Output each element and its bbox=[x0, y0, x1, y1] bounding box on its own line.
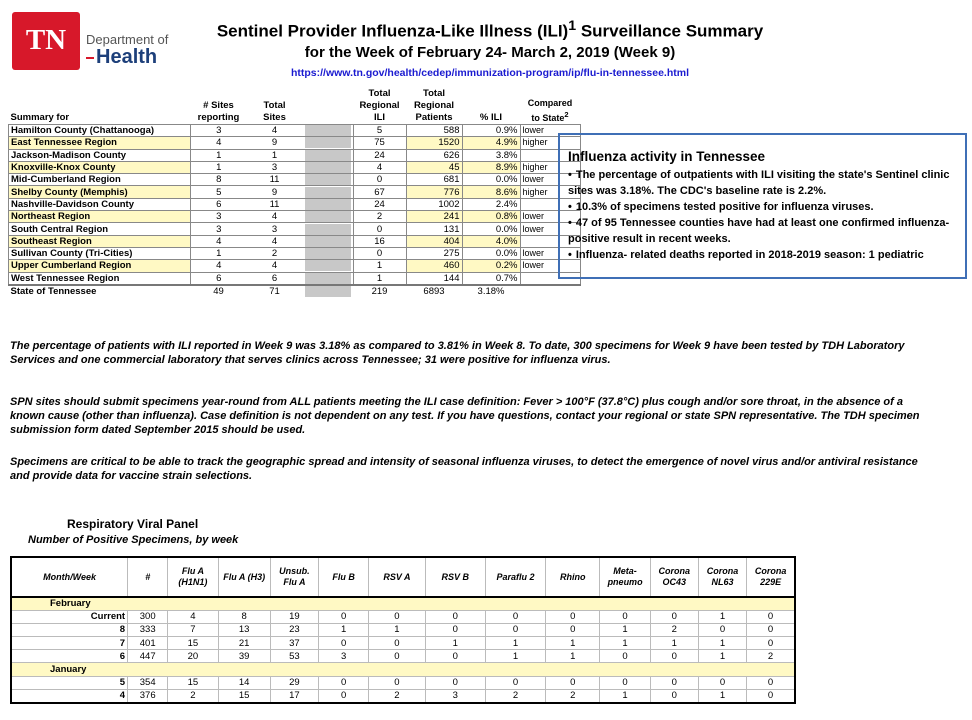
sentinel-row bbox=[9, 260, 581, 272]
row-sites-reporting: 3 bbox=[191, 223, 247, 235]
row-total-sites: 11 bbox=[247, 174, 303, 186]
sentinel-row bbox=[9, 186, 581, 198]
row-virus-count: 21 bbox=[218, 637, 270, 650]
header-corona-229e: Corona 229E bbox=[747, 557, 795, 597]
row-regional-patients: 144 bbox=[406, 272, 462, 285]
row-region-name: West Tennessee Region bbox=[9, 272, 191, 285]
row-sites-reporting: 5 bbox=[191, 186, 247, 198]
row-pct-ili: 0.0% bbox=[462, 223, 520, 235]
month-row bbox=[11, 663, 795, 676]
row-compared-to-state: lower bbox=[520, 223, 580, 235]
row-total-sites: 4 bbox=[247, 125, 303, 137]
info-box-title: Influenza activity in Tennessee bbox=[568, 149, 766, 164]
row-region-name: Sullivan County (Tri-Cities) bbox=[9, 247, 191, 259]
header-regional-ili: Total Regional ILI bbox=[359, 88, 400, 123]
row-virus-count: 23 bbox=[270, 623, 318, 636]
row-shaded-cell bbox=[303, 198, 354, 210]
page-title bbox=[180, 18, 800, 42]
row-sites-reporting: 6 bbox=[191, 272, 247, 285]
row-week: 5 bbox=[11, 676, 128, 689]
row-regional-patients: 588 bbox=[406, 125, 462, 137]
row-virus-count: 0 bbox=[369, 676, 425, 689]
state-shaded-cell bbox=[303, 285, 354, 297]
state-regional-ili: 219 bbox=[353, 285, 406, 297]
row-regional-patients: 1520 bbox=[406, 137, 462, 149]
ili-summary-paragraph: The percentage of patients with ILI reported in Week 9 was 3.18% as compared to 3.81% in Week 8. To date, 300 specimens for Week 9 have been tested by TDH Laboratory Services and one commercial laboratory that serves clinics across Tennessee; 31 were positive for influenza virus. bbox=[10, 340, 905, 366]
row-regional-ili: 0 bbox=[353, 174, 406, 186]
sentinel-row bbox=[9, 125, 581, 137]
row-virus-count: 0 bbox=[485, 676, 545, 689]
row-virus-count: 0 bbox=[319, 676, 369, 689]
row-virus-count: 15 bbox=[168, 676, 218, 689]
row-total-sites: 1 bbox=[247, 149, 303, 161]
state-total-sites: 71 bbox=[247, 285, 303, 297]
tdh-logo bbox=[12, 12, 172, 70]
row-regional-ili: 67 bbox=[353, 186, 406, 198]
row-virus-count: 0 bbox=[319, 610, 369, 623]
info-bullet: • 47 of 95 Tennessee counties have had at least one confirmed influenza-positive result in recent weeks. bbox=[568, 215, 959, 247]
row-virus-count: 1 bbox=[485, 637, 545, 650]
header-paraflu-2: Paraflu 2 bbox=[485, 557, 545, 597]
row-virus-count: 0 bbox=[425, 676, 485, 689]
row-virus-count: 1 bbox=[600, 623, 650, 636]
header-flu-b: Flu B bbox=[319, 557, 369, 597]
row-compared-to-state: higher bbox=[520, 137, 580, 149]
month-row bbox=[11, 597, 795, 610]
row-virus-count: 0 bbox=[650, 610, 698, 623]
row-regional-patients: 404 bbox=[406, 235, 462, 247]
state-name: State of Tennessee bbox=[9, 285, 191, 297]
row-virus-count: 3 bbox=[319, 650, 369, 663]
row-virus-count: 0 bbox=[319, 689, 369, 702]
row-shaded-cell bbox=[303, 247, 354, 259]
row-regional-ili: 1 bbox=[353, 260, 406, 272]
row-specimen-count: 333 bbox=[128, 623, 168, 636]
viral-panel-row bbox=[11, 689, 795, 702]
row-shaded-cell bbox=[303, 137, 354, 149]
row-virus-count: 8 bbox=[218, 610, 270, 623]
row-virus-count: 0 bbox=[650, 689, 698, 702]
row-virus-count: 0 bbox=[546, 676, 600, 689]
row-virus-count: 1 bbox=[546, 650, 600, 663]
row-pct-ili: 3.8% bbox=[462, 149, 520, 161]
header-flu-a-h3: Flu A (H3) bbox=[218, 557, 270, 597]
row-region-name: Jackson-Madison County bbox=[9, 149, 191, 161]
row-virus-count: 0 bbox=[600, 676, 650, 689]
row-virus-count: 0 bbox=[600, 610, 650, 623]
header-pct-ili: % ILI bbox=[479, 112, 503, 123]
row-pct-ili: 8.9% bbox=[462, 161, 520, 173]
row-virus-count: 14 bbox=[218, 676, 270, 689]
sentinel-row bbox=[9, 161, 581, 173]
row-total-sites: 3 bbox=[247, 223, 303, 235]
row-regional-patients: 275 bbox=[406, 247, 462, 259]
row-regional-ili: 4 bbox=[353, 161, 406, 173]
row-specimen-count: 447 bbox=[128, 650, 168, 663]
row-virus-count: 7 bbox=[168, 623, 218, 636]
info-box-list bbox=[568, 167, 959, 263]
header-corona-oc43: Corona OC43 bbox=[650, 557, 698, 597]
row-region-name: South Central Region bbox=[9, 223, 191, 235]
row-virus-count: 0 bbox=[650, 676, 698, 689]
row-regional-ili: 5 bbox=[353, 125, 406, 137]
logo-department-text: Department of bbox=[86, 32, 169, 47]
spn-guidance-paragraph: SPN sites should submit specimens year-round from ALL patients meeting the ILI case definition: Fever > 100°F (37.8°C) plus cough and/or sore throat, in the absence of a known cause (other than influenza). Case definition is not dependent on any test. If you have questions, contact your regional or state SPN representative. The TDH specimen submission form dated September 2015 should be used. bbox=[10, 396, 920, 436]
row-virus-count: 3 bbox=[425, 689, 485, 702]
row-virus-count: 4 bbox=[168, 610, 218, 623]
row-virus-count: 1 bbox=[319, 623, 369, 636]
row-virus-count: 20 bbox=[168, 650, 218, 663]
row-compared-to-state: lower bbox=[520, 125, 580, 137]
sentinel-row bbox=[9, 235, 581, 247]
row-virus-count: 0 bbox=[747, 623, 795, 636]
row-region-name: East Tennessee Region bbox=[9, 137, 191, 149]
row-shaded-cell bbox=[303, 235, 354, 247]
month-label: February bbox=[11, 597, 795, 610]
row-specimen-count: 354 bbox=[128, 676, 168, 689]
row-pct-ili: 0.8% bbox=[462, 211, 520, 223]
row-total-sites: 11 bbox=[247, 198, 303, 210]
viral-panel-row bbox=[11, 623, 795, 636]
row-sites-reporting: 4 bbox=[191, 235, 247, 247]
sentinel-state-total-row bbox=[9, 285, 581, 297]
row-week: 8 bbox=[11, 623, 128, 636]
sentinel-row bbox=[9, 223, 581, 235]
sentinel-row bbox=[9, 247, 581, 259]
row-week: 7 bbox=[11, 637, 128, 650]
row-region-name: Knoxville-Knox County bbox=[9, 161, 191, 173]
row-total-sites: 4 bbox=[247, 211, 303, 223]
row-compared-to-state: higher bbox=[520, 186, 580, 198]
row-virus-count: 1 bbox=[546, 637, 600, 650]
row-virus-count: 0 bbox=[747, 689, 795, 702]
state-pct-ili: 3.18% bbox=[462, 285, 520, 297]
row-regional-patients: 131 bbox=[406, 223, 462, 235]
info-bullet: • Influenza- related deaths reported in 2018-2019 season: 1 pediatric bbox=[568, 247, 959, 263]
row-sites-reporting: 4 bbox=[191, 137, 247, 149]
row-virus-count: 1 bbox=[485, 650, 545, 663]
header-flu-a-h1n1: Flu A (H1N1) bbox=[168, 557, 218, 597]
row-week: 4 bbox=[11, 689, 128, 702]
row-region-name: Hamilton County (Chattanooga) bbox=[9, 125, 191, 137]
row-regional-patients: 776 bbox=[406, 186, 462, 198]
row-region-name: Upper Cumberland Region bbox=[9, 260, 191, 272]
row-virus-count: 0 bbox=[369, 637, 425, 650]
header-unsub-flu-a: Unsub. Flu A bbox=[270, 557, 318, 597]
logo-health-text: Health bbox=[86, 46, 157, 69]
row-total-sites: 4 bbox=[247, 260, 303, 272]
month-label: January bbox=[11, 663, 795, 676]
row-virus-count: 0 bbox=[546, 610, 600, 623]
row-virus-count: 1 bbox=[369, 623, 425, 636]
row-regional-ili: 1 bbox=[353, 272, 406, 285]
header-rsv-b: RSV B bbox=[425, 557, 485, 597]
row-regional-patients: 1002 bbox=[406, 198, 462, 210]
row-pct-ili: 0.9% bbox=[462, 125, 520, 137]
row-week: Current bbox=[11, 610, 128, 623]
title-footnote: 1 bbox=[568, 18, 577, 34]
influenza-activity-box bbox=[558, 133, 967, 279]
row-sites-reporting: 6 bbox=[191, 198, 247, 210]
row-virus-count: 1 bbox=[698, 689, 746, 702]
row-shaded-cell bbox=[303, 174, 354, 186]
state-compared-blank bbox=[520, 285, 580, 297]
viral-panel-subtitle: Number of Positive Specimens, by week bbox=[28, 534, 239, 546]
sentinel-row bbox=[9, 211, 581, 223]
row-total-sites: 9 bbox=[247, 186, 303, 198]
row-regional-patients: 626 bbox=[406, 149, 462, 161]
row-virus-count: 1 bbox=[600, 689, 650, 702]
row-shaded-cell bbox=[303, 223, 354, 235]
row-regional-patients: 241 bbox=[406, 211, 462, 223]
info-bullet: • 10.3% of specimens tested positive for influenza viruses. bbox=[568, 199, 959, 215]
title-text-end: Surveillance Summary bbox=[576, 21, 764, 41]
header-compared-to-state: Compared to State$^2$ bbox=[527, 98, 573, 123]
page-subtitle: for the Week of February 24- March 2, 2019 (Week 9) bbox=[304, 44, 676, 61]
row-total-sites: 9 bbox=[247, 137, 303, 149]
row-virus-count: 0 bbox=[369, 610, 425, 623]
row-regional-ili: 75 bbox=[353, 137, 406, 149]
header-rsv-a: RSV A bbox=[369, 557, 425, 597]
sentinel-row bbox=[9, 198, 581, 210]
sentinel-summary-table bbox=[8, 88, 581, 297]
title-text: Sentinel Provider Influenza-Like Illness (ILI) bbox=[216, 21, 569, 41]
row-pct-ili: 0.0% bbox=[462, 247, 520, 259]
viral-panel-header-row bbox=[11, 557, 795, 597]
source-url-link[interactable]: https://www.tn.gov/health/cedep/immunization-program/ip/flu-in-tennessee.html bbox=[290, 67, 690, 79]
row-sites-reporting: 4 bbox=[191, 260, 247, 272]
row-virus-count: 0 bbox=[747, 637, 795, 650]
row-virus-count: 1 bbox=[698, 637, 746, 650]
row-virus-count: 13 bbox=[218, 623, 270, 636]
specimens-importance-paragraph: Specimens are critical to be able to track the geographic spread and intensity of seasonal influenza viruses, to detect the emergence of novel virus and/or antiviral resistance and provide data for vaccine strain selections. bbox=[10, 456, 918, 482]
sentinel-header-row bbox=[9, 88, 581, 125]
header-metapneumo: Meta- pneumo bbox=[600, 557, 650, 597]
row-virus-count: 15 bbox=[218, 689, 270, 702]
row-virus-count: 1 bbox=[698, 610, 746, 623]
header-rhino: Rhino bbox=[546, 557, 600, 597]
row-regional-patients: 681 bbox=[406, 174, 462, 186]
header-sites-reporting: # Sites reporting bbox=[197, 100, 240, 123]
row-compared-to-state: lower bbox=[520, 260, 580, 272]
row-regional-patients: 45 bbox=[406, 161, 462, 173]
row-region-name: Northeast Region bbox=[9, 211, 191, 223]
row-sites-reporting: 1 bbox=[191, 161, 247, 173]
viral-panel-title: Respiratory Viral Panel bbox=[67, 517, 199, 531]
row-week: 6 bbox=[11, 650, 128, 663]
sentinel-row bbox=[9, 137, 581, 149]
row-virus-count: 0 bbox=[747, 676, 795, 689]
row-virus-count: 0 bbox=[698, 623, 746, 636]
header-total-sites: Total Sites bbox=[263, 100, 286, 123]
sentinel-row bbox=[9, 149, 581, 161]
row-regional-ili: 0 bbox=[353, 223, 406, 235]
row-virus-count: 29 bbox=[270, 676, 318, 689]
row-pct-ili: 0.0% bbox=[462, 174, 520, 186]
row-shaded-cell bbox=[303, 211, 354, 223]
row-pct-ili: 0.2% bbox=[462, 260, 520, 272]
row-regional-ili: 16 bbox=[353, 235, 406, 247]
row-shaded-cell bbox=[303, 272, 354, 285]
row-virus-count: 39 bbox=[218, 650, 270, 663]
row-virus-count: 2 bbox=[650, 623, 698, 636]
row-sites-reporting: 8 bbox=[191, 174, 247, 186]
header-regional-patients: Total Regional Patients bbox=[413, 88, 455, 123]
row-region-name: Mid-Cumberland Region bbox=[9, 174, 191, 186]
row-virus-count: 2 bbox=[168, 689, 218, 702]
row-regional-patients: 460 bbox=[406, 260, 462, 272]
row-compared-to-state: lower bbox=[520, 211, 580, 223]
state-sites-reporting: 49 bbox=[191, 285, 247, 297]
row-regional-ili: 2 bbox=[353, 211, 406, 223]
header-corona-nl63: Corona NL63 bbox=[698, 557, 746, 597]
row-virus-count: 0 bbox=[319, 637, 369, 650]
row-pct-ili: 4.9% bbox=[462, 137, 520, 149]
row-virus-count: 0 bbox=[546, 623, 600, 636]
row-virus-count: 53 bbox=[270, 650, 318, 663]
row-sites-reporting: 1 bbox=[191, 247, 247, 259]
row-sites-reporting: 3 bbox=[191, 211, 247, 223]
row-virus-count: 0 bbox=[425, 650, 485, 663]
row-compared-to-state: lower bbox=[520, 247, 580, 259]
row-virus-count: 2 bbox=[369, 689, 425, 702]
viral-panel-row bbox=[11, 610, 795, 623]
row-virus-count: 0 bbox=[425, 610, 485, 623]
row-total-sites: 4 bbox=[247, 235, 303, 247]
row-virus-count: 0 bbox=[747, 610, 795, 623]
row-shaded-cell bbox=[303, 161, 354, 173]
row-sites-reporting: 3 bbox=[191, 125, 247, 137]
info-bullet: • The percentage of outpatients with ILI visiting the state's Sentinel clinic sites was 3.18%. The CDC's baseline rate is 2.2%. bbox=[568, 167, 959, 199]
row-specimen-count: 401 bbox=[128, 637, 168, 650]
row-shaded-cell bbox=[303, 125, 354, 137]
sentinel-row bbox=[9, 174, 581, 186]
row-virus-count: 0 bbox=[650, 650, 698, 663]
row-virus-count: 1 bbox=[650, 637, 698, 650]
row-virus-count: 0 bbox=[485, 610, 545, 623]
row-virus-count: 0 bbox=[485, 623, 545, 636]
row-total-sites: 3 bbox=[247, 161, 303, 173]
row-compared-to-state: higher bbox=[520, 161, 580, 173]
row-pct-ili: 2.4% bbox=[462, 198, 520, 210]
viral-panel-row bbox=[11, 676, 795, 689]
row-region-name: Shelby County (Memphis) bbox=[9, 186, 191, 198]
row-pct-ili: 8.6% bbox=[462, 186, 520, 198]
row-region-name: Nashville-Davidson County bbox=[9, 198, 191, 210]
row-virus-count: 1 bbox=[600, 637, 650, 650]
viral-panel-row bbox=[11, 637, 795, 650]
row-region-name: Southeast Region bbox=[9, 235, 191, 247]
row-virus-count: 0 bbox=[600, 650, 650, 663]
row-virus-count: 0 bbox=[369, 650, 425, 663]
state-regional-patients: 6893 bbox=[406, 285, 462, 297]
row-compared-to-state: lower bbox=[520, 174, 580, 186]
row-virus-count: 15 bbox=[168, 637, 218, 650]
row-sites-reporting: 1 bbox=[191, 149, 247, 161]
row-total-sites: 6 bbox=[247, 272, 303, 285]
row-total-sites: 2 bbox=[247, 247, 303, 259]
row-virus-count: 0 bbox=[698, 676, 746, 689]
row-shaded-cell bbox=[303, 260, 354, 272]
row-virus-count: 37 bbox=[270, 637, 318, 650]
row-virus-count: 1 bbox=[425, 637, 485, 650]
row-virus-count: 2 bbox=[747, 650, 795, 663]
row-specimen-count: 376 bbox=[128, 689, 168, 702]
row-regional-ili: 24 bbox=[353, 198, 406, 210]
row-virus-count: 2 bbox=[485, 689, 545, 702]
row-regional-ili: 0 bbox=[353, 247, 406, 259]
row-virus-count: 0 bbox=[425, 623, 485, 636]
viral-panel-row bbox=[11, 650, 795, 663]
row-regional-ili: 24 bbox=[353, 149, 406, 161]
row-virus-count: 17 bbox=[270, 689, 318, 702]
header-count: # bbox=[128, 557, 168, 597]
header-blank bbox=[303, 88, 354, 125]
respiratory-viral-panel-table bbox=[10, 556, 796, 704]
row-specimen-count: 300 bbox=[128, 610, 168, 623]
tn-logo-mark: TN bbox=[12, 12, 80, 70]
row-pct-ili: 4.0% bbox=[462, 235, 520, 247]
row-virus-count: 2 bbox=[546, 689, 600, 702]
row-pct-ili: 0.7% bbox=[462, 272, 520, 285]
row-shaded-cell bbox=[303, 186, 354, 198]
row-shaded-cell bbox=[303, 149, 354, 161]
header-month-week: Month/Week bbox=[11, 557, 128, 597]
row-virus-count: 19 bbox=[270, 610, 318, 623]
row-virus-count: 1 bbox=[698, 650, 746, 663]
sentinel-row bbox=[9, 272, 581, 285]
header-summary-for: Summary for bbox=[10, 112, 70, 123]
